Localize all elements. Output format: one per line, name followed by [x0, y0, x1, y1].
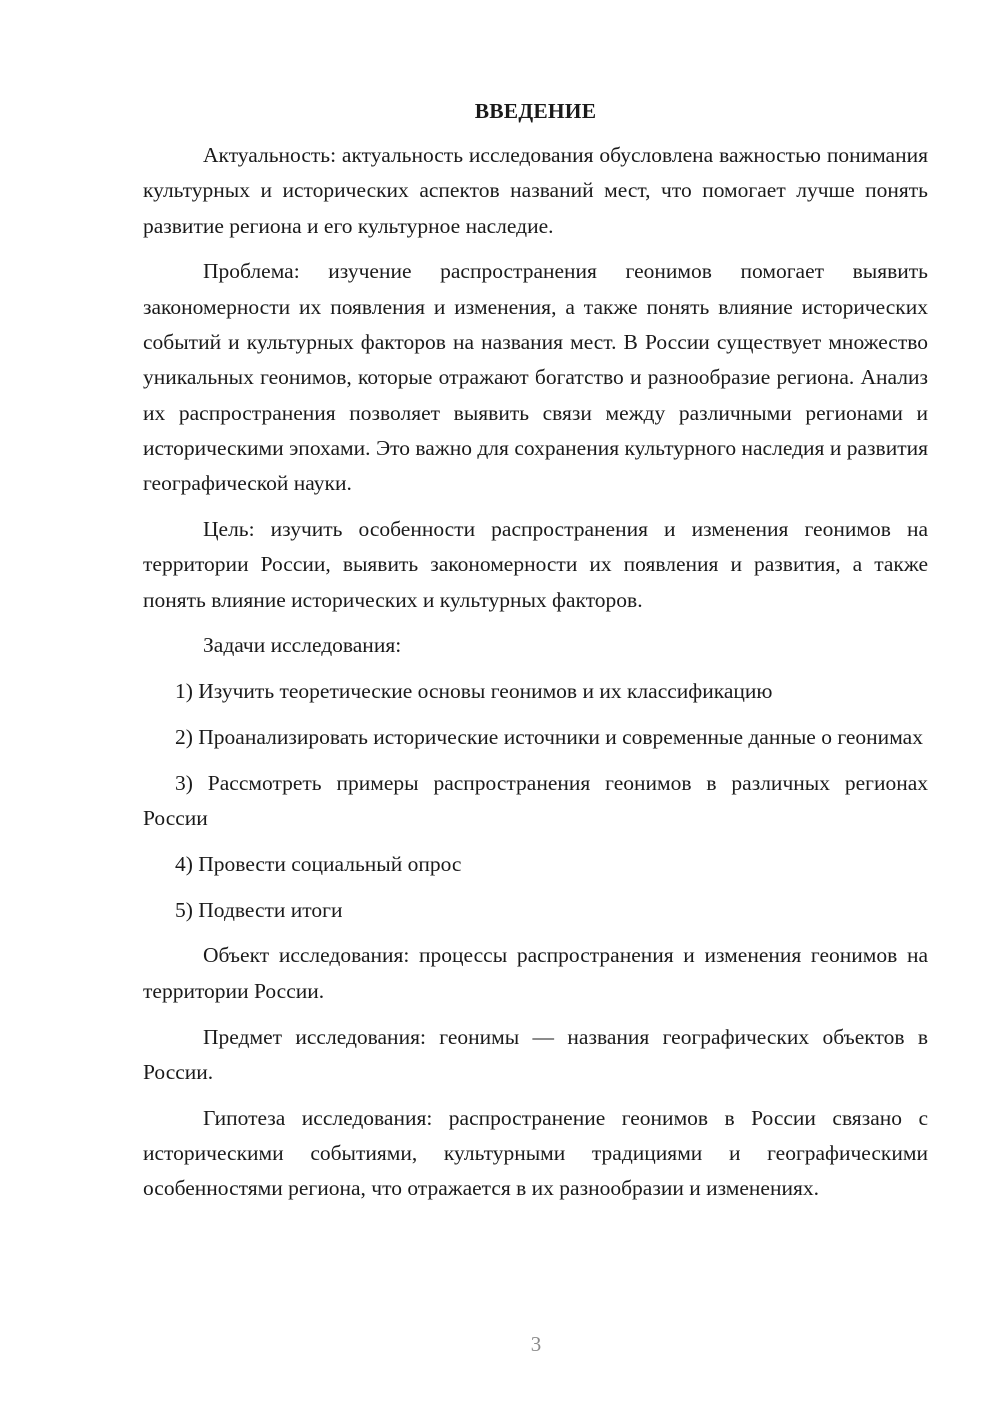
page-content	[143, 94, 928, 1207]
goal-paragraph: Цель: изучить особенности распространения и изменения геонимов на территории России, выявить закономерности их появления и развития, а также понять влияние исторических и культурных факторов.	[143, 516, 928, 612]
task-item: 1) Изучить теоретические основы геонимов и их классификацию	[175, 679, 773, 704]
hypothesis-paragraph: Гипотеза исследования: распространение геонимов в России связано с историческими событиями, культурными традициями и географическими особенностями региона, что отражается в их разнообразии и изменениях.	[143, 1105, 928, 1201]
page-number: 3	[530, 1332, 542, 1356]
problem-paragraph: Проблема: изучение распространения геонимов помогает выявить закономерности их появления и изменения, а также понять влияние исторических событий и культурных факторов на названия мест. В России существует множество уникальных геонимов, которые отражают богатство и разнообразие региона. Анализ их распространения позволяет выявить связи между различными регионами и историческими эпохами. Это важно для сохранения культурного наследия и развития географической науки.	[143, 259, 928, 496]
tasks-heading: Задачи исследования:	[203, 633, 402, 658]
task-item: 5) Подвести итоги	[175, 897, 343, 922]
relevance-paragraph: Актуальность: актуальность исследования обусловлена важностью понимания культурных и исторических аспектов названий мест, что помогает лучше понять развитие региона и его культурное наследие.	[143, 143, 928, 238]
task-item: 2) Проанализировать исторические источники и современные данные о геонимах	[175, 724, 923, 749]
subject-paragraph: Предмет исследования: геонимы — названия географических объектов в России.	[143, 1024, 928, 1084]
page-title: ВВЕДЕНИЕ	[474, 99, 597, 123]
task-item: 3) Рассмотреть примеры распространения геонимов в различных регионах России	[143, 770, 928, 831]
object-paragraph: Объект исследования: процессы распространения и изменения геонимов на территории России.	[143, 943, 928, 1003]
task-item: 4) Провести социальный опрос	[175, 851, 462, 876]
